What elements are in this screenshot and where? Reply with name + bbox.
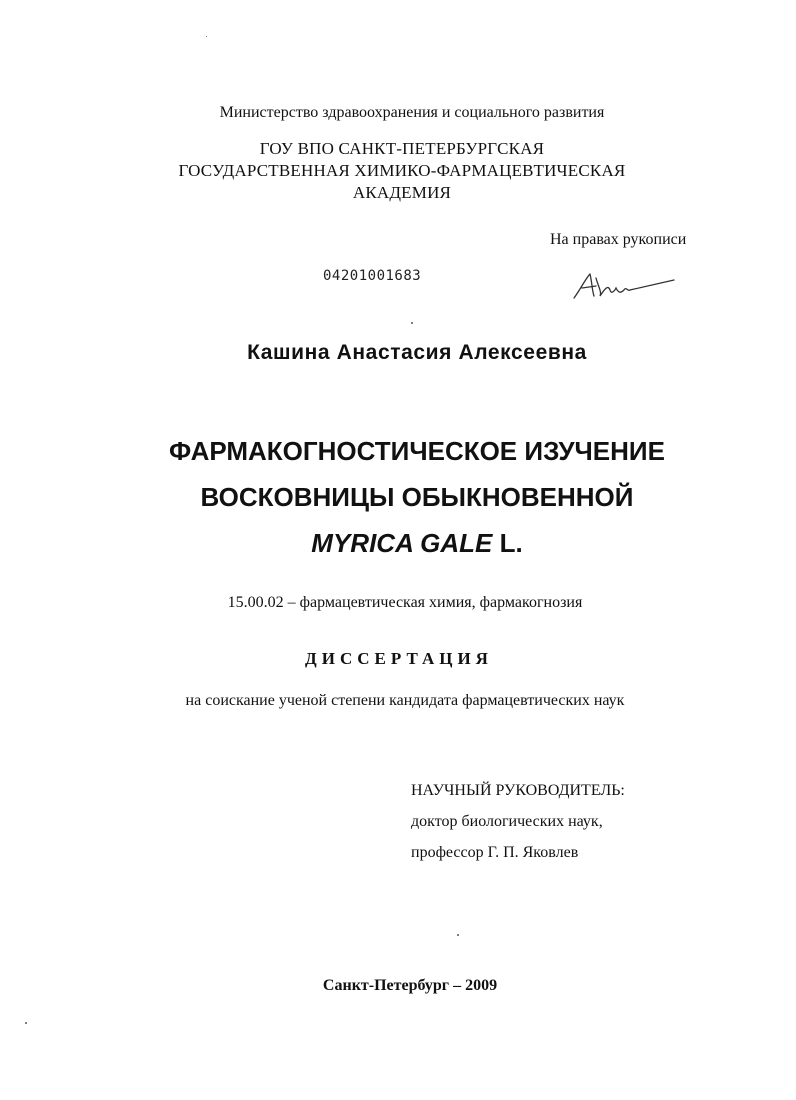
- dissertation-title: [0, 428, 796, 566]
- manuscript-rights-note: На правах рукописи: [550, 231, 687, 248]
- city-year: Санкт-Петербург – 2009: [322, 977, 498, 994]
- degree-purpose: на соискание ученой степени кандидата фармацевтических наук: [185, 692, 625, 709]
- species-name: MYRICA GALE: [311, 528, 493, 558]
- scan-speck: [411, 322, 413, 324]
- institution-line-3: АКАДЕМИЯ: [352, 183, 452, 202]
- species-authority: L.: [492, 528, 523, 558]
- institution-line-1: ГОУ ВПО САНКТ-ПЕТЕРБУРГСКАЯ: [259, 139, 545, 158]
- author-name: Кашина Анастасия Алексеевна: [247, 341, 587, 364]
- specialty-code: 15.00.02 – фармацевтическая химия, фармакогнозия: [227, 594, 583, 611]
- handwritten-signature: [570, 268, 680, 304]
- title-line-1: ФАРМАКОГНОСТИЧЕСКОЕ ИЗУЧЕНИЕ: [169, 436, 665, 466]
- scan-speck: [206, 36, 207, 37]
- title-line-2: ВОСКОВНИЦЫ ОБЫКНОВЕННОЙ: [200, 482, 634, 512]
- ministry-line: Министерство здравоохранения и социального развития: [219, 104, 605, 121]
- title-line-3: [0, 520, 796, 566]
- scan-speck: [457, 934, 459, 936]
- institution-line-2: ГОСУДАРСТВЕННАЯ ХИМИКО-ФАРМАЦЕВТИЧЕСКАЯ: [178, 161, 626, 180]
- document-type: ДИССЕРТАЦИЯ: [305, 649, 493, 668]
- supervisor-heading: НАУЧНЫЙ РУКОВОДИТЕЛЬ:: [411, 782, 625, 799]
- catalog-number: 04201001683: [323, 268, 422, 284]
- supervisor-degree: доктор биологических наук,: [411, 813, 603, 830]
- scan-speck: [25, 1022, 27, 1024]
- institution-name: [0, 138, 796, 204]
- supervisor-block: [411, 775, 625, 868]
- supervisor-name: профессор Г. П. Яковлев: [411, 844, 579, 861]
